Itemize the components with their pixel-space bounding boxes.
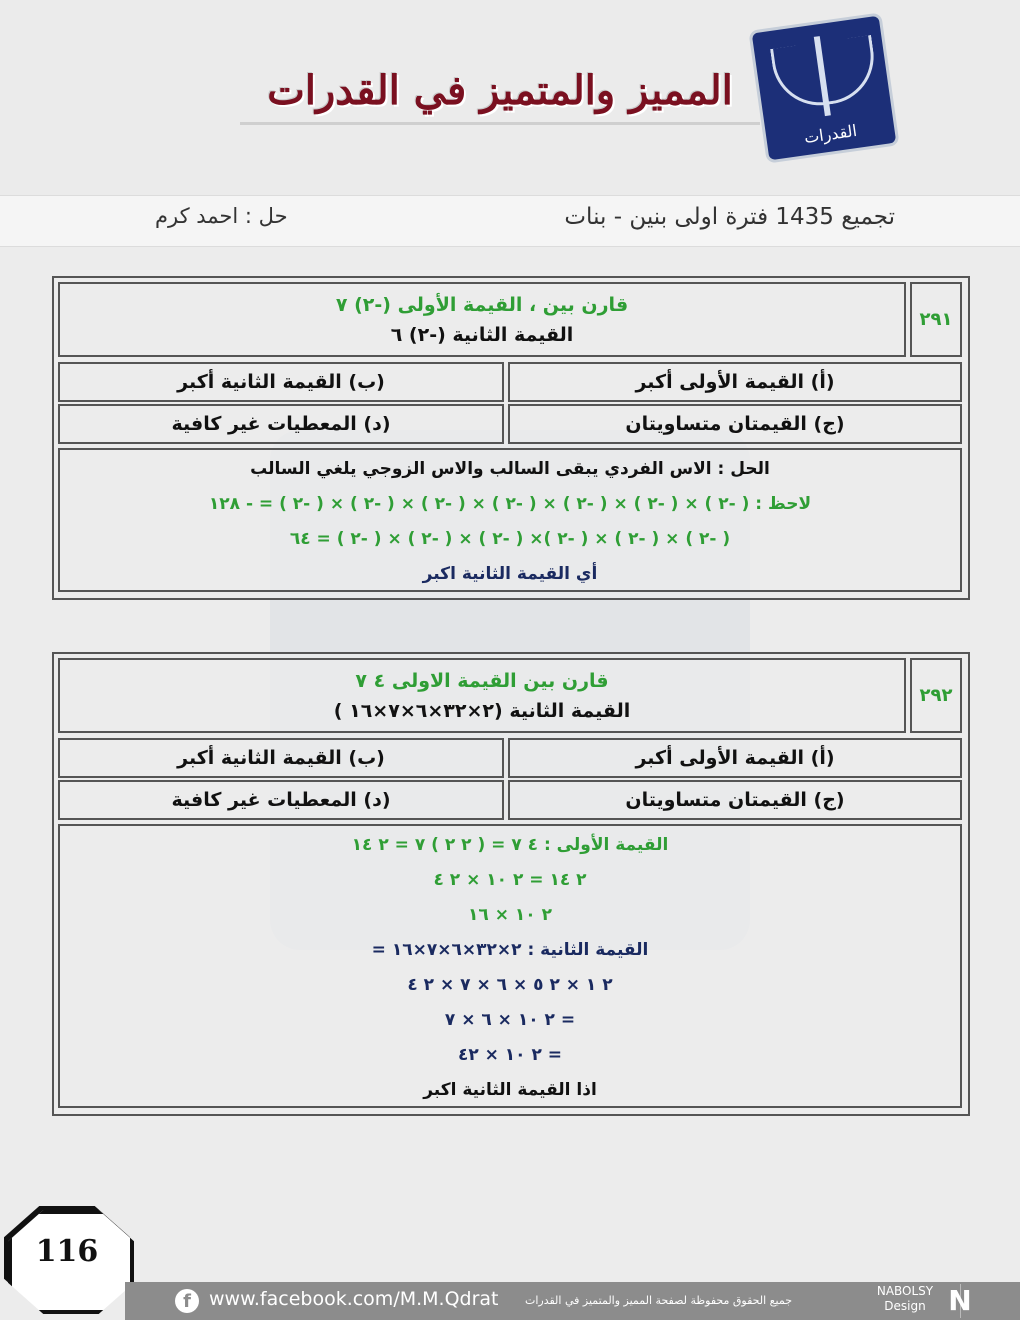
question-line-1: قارن بين القيمة الاولى ٤ ٧	[355, 670, 609, 692]
solution-conclusion: أي القيمة الثانية اكبر	[422, 564, 598, 584]
option-d[interactable]: (د) المعطيات غير كافية	[58, 404, 504, 444]
solution-line: = ٢ ١٠ × ٤٢	[457, 1045, 563, 1065]
solution-line: لاحظ : ( -٢ ) × ( -٢ ) × ( -٢ ) × ( -٢ ) × ( -٢ ) × ( -٢ ) × ( -٢ ) = - ١٢٨	[208, 494, 812, 514]
solution-line: ( -٢ ) × ( -٢ ) × ( -٢ )× ( -٢ ) × ( -٢ ) × ( -٢ ) = ٦٤	[289, 529, 731, 549]
facebook-icon[interactable]: f	[175, 1289, 199, 1313]
designer-name: NABOLSY	[876, 1284, 934, 1298]
question-block-291	[52, 276, 970, 600]
subheader-bar	[0, 195, 1020, 247]
question-stem	[58, 658, 906, 733]
option-b[interactable]: (ب) القيمة الثانية أكبر	[58, 362, 504, 402]
solver-credit: حل : احمد كرم	[155, 204, 288, 228]
question-number: ٢٩١	[910, 282, 962, 357]
solution-box	[58, 448, 962, 592]
solution-box	[58, 824, 962, 1108]
solution-line: الحل : الاس الفردي يبقى السالب والاس الزوجي يلغي السالب	[250, 459, 770, 479]
solution-line: القيمة الثانية : ٢×٣٢×٦×٧×١٦ =	[371, 940, 649, 960]
solution-conclusion: اذا القيمة الثانية اكبر	[423, 1080, 597, 1100]
designer-logo-icon: N	[948, 1284, 972, 1317]
option-d[interactable]: (د) المعطيات غير كافية	[58, 780, 504, 820]
footer-bar	[125, 1282, 1020, 1320]
question-stem	[58, 282, 906, 357]
solution-line: ٢ ١٤ = ٢ ١٠ × ٢ ٤	[433, 870, 587, 890]
designer-sub: Design	[884, 1299, 926, 1313]
facebook-link[interactable]: www.facebook.com/M.M.Qdrat	[209, 1288, 499, 1310]
solution-line: ٢ ١ × ٢ ٥ × ٦ × ٧ × ٢ ٤	[407, 975, 613, 995]
logo-badge-text: القدرات	[802, 120, 859, 148]
question-line-2: القيمة الثانية (-٢) ٦	[390, 324, 574, 346]
option-b[interactable]: (ب) القيمة الثانية أكبر	[58, 738, 504, 778]
rights-notice: جميع الحقوق محفوظة لصفحة المميز والمتميز في القدرات	[525, 1294, 793, 1307]
logo-title: المميز والمتميز في القدرات	[240, 62, 760, 125]
page-number: 116	[35, 1234, 99, 1269]
solution-line: القيمة الأولى : ٤ ٧ = ( ٢ ٢ ) ٧ = ٢ ١٤	[351, 835, 669, 855]
option-c[interactable]: (ج) القيمتان متساويتان	[508, 780, 962, 820]
logo-book-icon	[752, 16, 897, 161]
question-block-292	[52, 652, 970, 1116]
question-line-2: القيمة الثانية (٢×٣٢×٦×٧×١٦ )	[333, 700, 631, 722]
question-line-1: قارن بين ، القيمة الأولى (-٢) ٧	[335, 294, 629, 316]
question-number: ٢٩٢	[910, 658, 962, 733]
solution-line: = ٢ ١٠ × ٦ × ٧	[444, 1010, 576, 1030]
option-c[interactable]: (ج) القيمتان متساويتان	[508, 404, 962, 444]
option-a[interactable]: (أ) القيمة الأولى أكبر	[508, 362, 962, 402]
collection-title: تجميع 1435 فترة اولى بنين - بنات	[564, 204, 895, 230]
option-a[interactable]: (أ) القيمة الأولى أكبر	[508, 738, 962, 778]
solution-line: ٢ ١٠ × ١٦	[468, 905, 552, 925]
